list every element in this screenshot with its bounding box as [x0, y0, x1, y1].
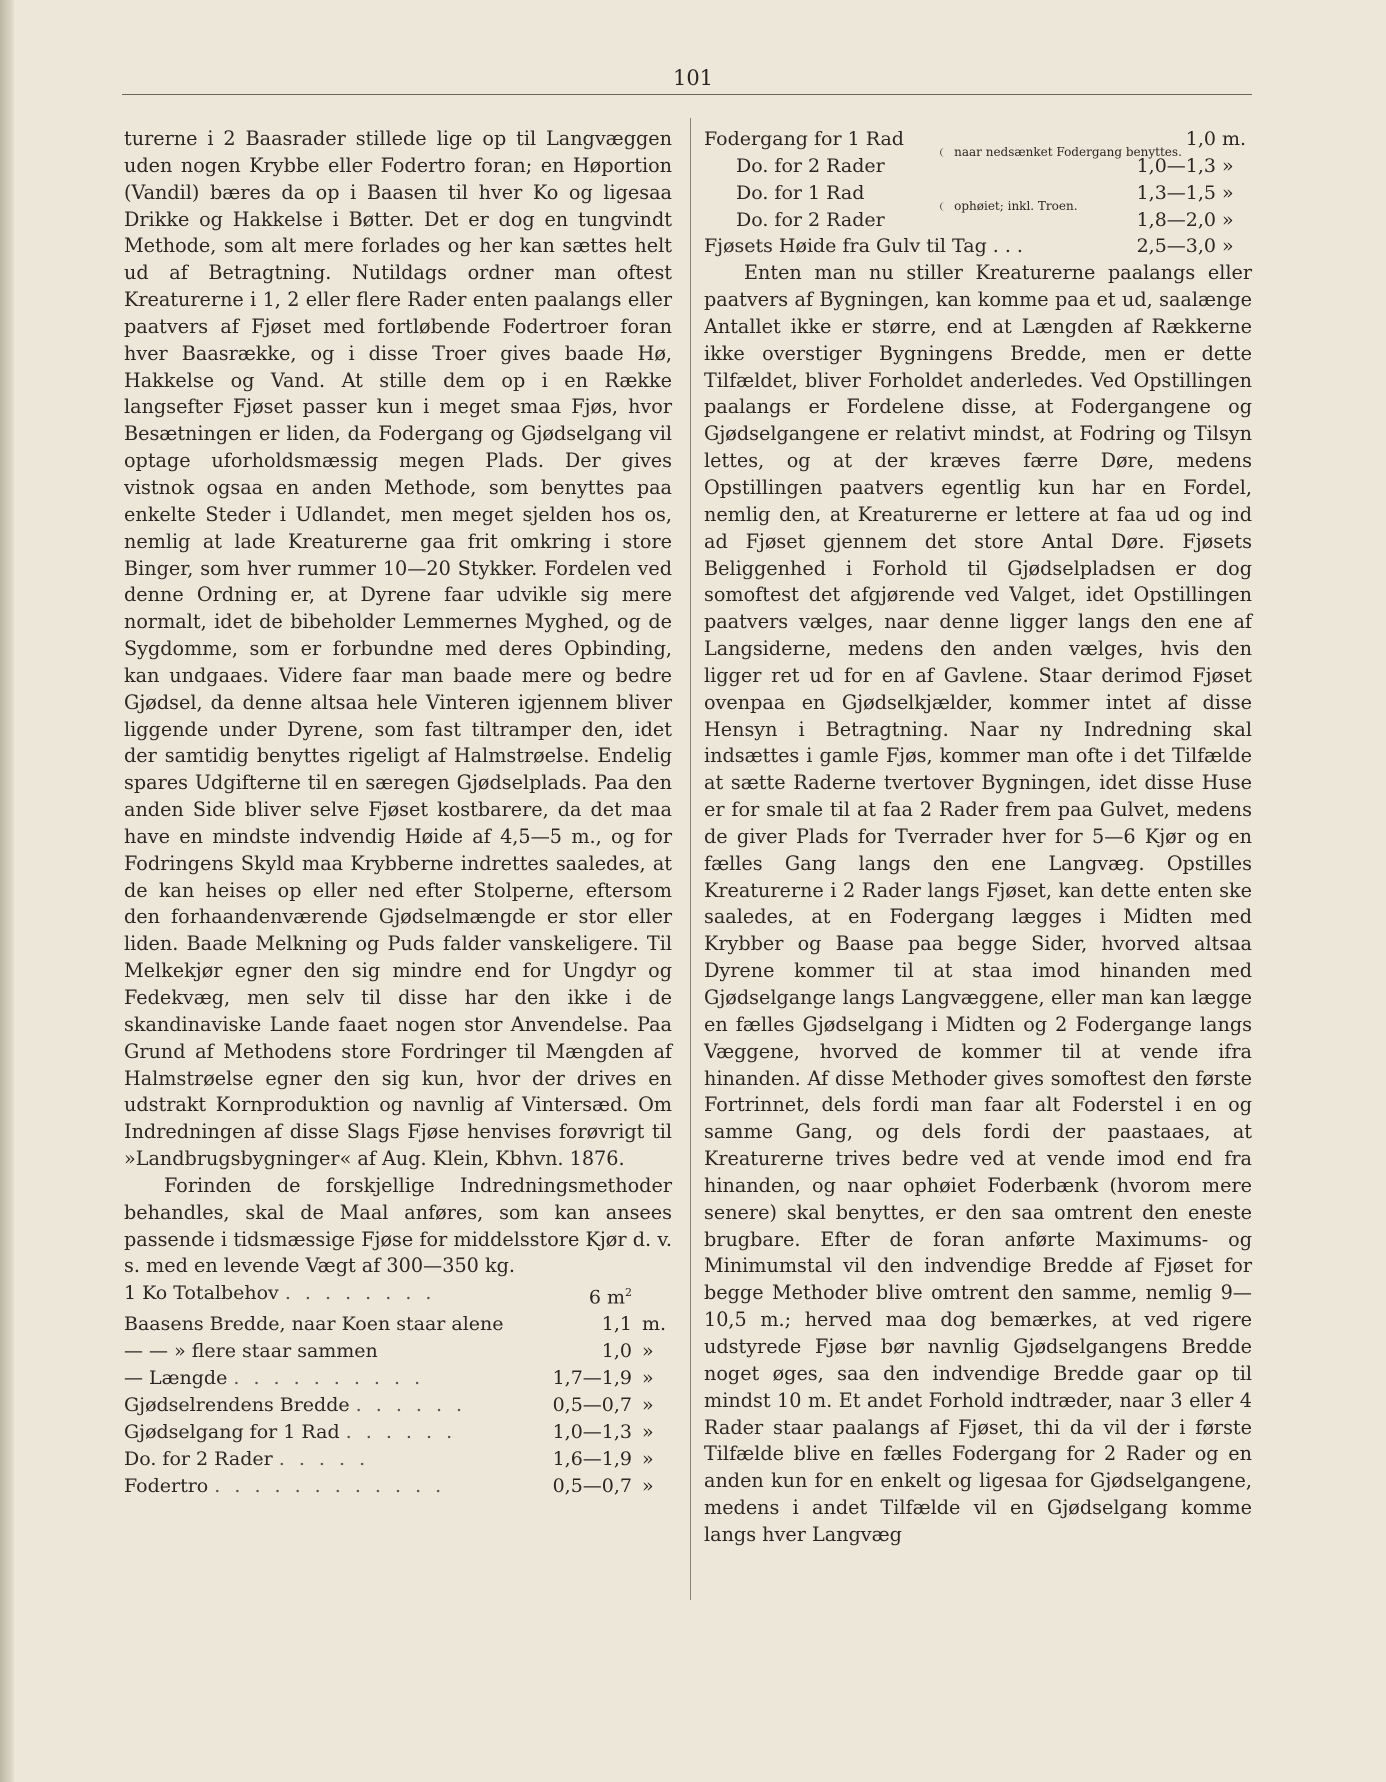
row-leader-dots: . . . . . . . . [284, 1282, 436, 1305]
row-value: 1,7—1,9 [552, 1367, 632, 1390]
row-value: 6 [588, 1286, 601, 1309]
page-number: 101 [672, 66, 714, 90]
row-unit: » [1222, 235, 1234, 258]
row-label-cell [124, 1311, 544, 1338]
row-leader-dots: . . . . . [278, 1447, 370, 1470]
row-value: 1,0—1,3 [1136, 154, 1216, 177]
row-unit: » [1222, 154, 1234, 177]
left-paragraph-2: Forinden de forskjellige Indredningsmethoder behandles, skal de Maal anføres, som kan ansees passende i tidsmæssige Fjøse for middelsstore Kjør d. v. s. med en levende Vægt af 300—350 kg. [124, 1173, 672, 1278]
row-value: 0,5—0,7 [552, 1474, 632, 1497]
row-unit: » [1222, 208, 1234, 231]
row-label: Do. for 2 Rader [736, 154, 885, 177]
table-row [704, 180, 1252, 207]
row-label: Baasens Bredde, naar Koen staar alene [124, 1313, 504, 1336]
row-unit: » [642, 1367, 654, 1390]
row-unit: » [642, 1420, 654, 1443]
row-value: 1,8—2,0 [1136, 208, 1216, 231]
row-value: 1,3—1,5 [1136, 181, 1216, 204]
row-label: Do. for 2 Rader [124, 1447, 273, 1470]
row-unit: » [642, 1393, 654, 1416]
table-row [124, 1446, 672, 1473]
row-leader-dots: . . . . . . . . . . . . [214, 1474, 446, 1497]
row-value: 0,5—0,7 [552, 1393, 632, 1416]
row-label-cell [124, 1365, 544, 1392]
footnote-bracket-bottom [940, 199, 1078, 214]
row-value: 1,6—1,9 [552, 1447, 632, 1470]
row-leader-dots: . . . . . . . . . . [233, 1367, 425, 1390]
row-unit: m. [1222, 128, 1247, 150]
row-label-cell [124, 1446, 544, 1473]
table-row [124, 1392, 672, 1419]
row-label: Gjødselrendens Bredde [124, 1393, 350, 1416]
row-unit [638, 1280, 672, 1311]
row-value: 2,5—3,0 [1136, 235, 1216, 258]
row-label-cell [124, 1280, 544, 1311]
row-leader-dots: . . . . . . [355, 1393, 467, 1416]
row-label: — — » flere staar sammen [124, 1340, 378, 1363]
row-value-cell [544, 1419, 638, 1446]
row-label: Fjøsets Høide fra Gulv til Tag . . . [704, 235, 1023, 258]
row-unit: » [642, 1447, 654, 1470]
row-unit: m. [642, 1313, 667, 1336]
row-value-cell [544, 1365, 638, 1392]
row-superscript: 2 [625, 1286, 632, 1300]
row-label: — Længde [124, 1367, 228, 1390]
row-value-cell [544, 1392, 638, 1419]
row-value-unit: m [606, 1286, 625, 1309]
row-unit: » [1222, 181, 1234, 204]
row-label: 1 Ko Totalbehov [124, 1282, 279, 1305]
row-value-cell [544, 1473, 638, 1500]
row-unit: » [642, 1340, 654, 1363]
row-value: 1,0 [601, 1340, 632, 1363]
row-value-cell [544, 1280, 638, 1311]
table-row [704, 126, 1252, 153]
footnote-bracket-top [940, 145, 1182, 160]
row-label: Do. for 1 Rad [736, 181, 865, 204]
table-row [124, 1473, 672, 1500]
row-value: 1,1 [601, 1313, 632, 1336]
table-row [124, 1419, 672, 1446]
row-value: 1,0—1,3 [552, 1420, 632, 1443]
table-row [704, 233, 1252, 260]
row-label-cell [124, 1392, 544, 1419]
right-paragraph-1: Enten man nu stiller Kreaturerne paalangs eller paatvers af Bygningen, kan komme paa et ud, saalænge Antallet ikke er større, end at Længden af Rækkerne ikke overstiger Bygningens Bredde, men er dette Tilfældet, bliver Forholdet anderledes. Ved Opstillingen paalangs er Fordelene disse, at Fodergangene og Gjødselgangene er relativt mindst, at Fodring og Tilsyn lettes, og at der kræves færre Døre, medens Opstillingen paatvers egentlig kun har en Fordel, nemlig den, at Kreaturerne er lettere at faa ud og ind ad Fjøset gjennem det store Antal Døre. Fjøsets Beliggenhed i Forhold til Gjødselpladsen er dog somoftest det afgjørende ved Valget, idet Opstillingen paatvers vælges, naar denne ligger langs den ene af Langsiderne, medens den anden vælges, hvis den ligger ret ud for en af Gavlene. Staar derimod Fjøset ovenpaa en Gjødselkjælder, kommer intet af disse Hensyn i Betragtning. Naar ny Indredning skal indsættes i gamle Fjøs, kommer man ofte i det Tilfælde at sætte Raderne tvertover Bygningen, idet disse Huse er for smale til at faa 2 Rader frem paa Gulvet, medens de giver Plads for Tverrader hver for 5—6 Kjør og en fælles Gang langs den ene Langvæg. Opstilles Kreaturerne i 2 Rader langs Fjøset, kan dette enten ske saaledes, at en Fodergang lægges i Midten med Krybber og Baase paa begge Sider, hvorved altsaa Dyrene kommer til at staa imod hinanden med Gjødselgange langs Langvæggene, eller man kan lægge en fælles Gjødselgang i Midten og 2 Fodergange langs Væggene, hvorved de kommer til at vende ifra hinanden. Af disse Methoder gives somoftest den første Fortrinnet, dels fordi man faar alt Foderstel i en og samme Gang, og dels fordi der paastaaes, at Kreaturerne trives bedre ved at vende imod end fra hinanden, og naar ophøiet Foderbænk (hvorom mere senere) skal benyttes, er den saa omtrent den eneste brugbare. Efter de foran anførte Maximums- og Minimumstal vil den indvendige Bredde af Fjøset for begge Methoder blive omtrent den samme, nemlig 9—10,5 m.; herved maa dog bemærkes, at ved rigere udstyrede Fjøse bør navnlig Gjødselgangens Bredde noget øges, saa den indvendige Bredde gaar op til mindst 10 m. Et andet Forhold indtræder, naar 3 eller 4 Rader staar paalangs af Fjøset, thi da vil der i første Tilfælde blive en fælles Fodergang for 2 Rader og en anden kun for en enkelt og ligesaa for Gjødselgangene, medens i andet Tilfælde vil en Gjødselgang komme langs hver Langvæg [704, 261, 1252, 1546]
column-divider [690, 118, 691, 1600]
table-row [124, 1338, 672, 1365]
right-column [704, 126, 1252, 1549]
row-label-cell [124, 1473, 544, 1500]
row-label-cell [124, 1419, 544, 1446]
row-label: Do. for 2 Rader [736, 208, 885, 231]
row-leader-dots: . . . . . . [345, 1420, 457, 1443]
table-row [124, 1365, 672, 1392]
page-binding-edge [0, 0, 14, 1782]
note-text: naar nedsænket Fodergang benyttes. [954, 145, 1182, 160]
left-column [124, 126, 672, 1499]
row-unit: » [642, 1474, 654, 1497]
row-label-cell [124, 1338, 544, 1365]
table-row [124, 1280, 672, 1311]
left-paragraph-1: turerne i 2 Baasrader stillede lige op til Langvæggen uden nogen Krybbe eller Fodertro foran; en Høportion (Vandil) bæres da op i Baasen til hver Ko og ligesaa Drikke og Hakkelse i Bøtter. Det er dog en tungvindt Methode, som alt mere forlades og her kan sættes helt ud af Betragtning. Nutildags ordner man oftest Kreaturerne i 1, 2 eller flere Rader enten paalangs eller paatvers af Fjøset med fortløbende Fodertroer foran hver Baasrække, og i disse Troer gives baade Hø, Hakkelse og Vand. At stille dem op i en Række langsefter Fjøset passer kun i meget smaa Fjøs, hvor Besætningen er liden, da Fodergang og Gjødselgang vil optage uforholdsmæssig megen Plads. Der gives vistnok ogsaa en anden Methode, som benyttes paa enkelte Steder i Udlandet, men meget sjelden hos os, nemlig at lade Kreaturerne gaa frit omkring i store Binger, som hver rummer 10—20 Stykker. Fordelen ved denne Ordning er, at Dyrene faar udvikle sig mere normalt, idet de bibeholder Lemmernes Myghed, og de Sygdomme, som er forbundne med deres Opbinding, kan undgaaes. Videre faar man baade mere og bedre Gjødsel, da denne altsaa hele Vinteren igjennem bliver liggende under Dyrene, som fast tiltramper den, idet der samtidig benyttes rigeligt af Halmstrøelse. Endelig spares Udgifterne til en særegen Gjødselplads. Paa den anden Side bliver selve Fjøset kostbarere, da det maa have en mindste indvendig Høide af 4,5—5 m., og for Fodringens Skyld maa Krybberne indrettes saaledes, at de kan heises op eller ned efter Stolperne, eftersom den forhaandenværende Gjødselmængde er stor eller liden. Baade Melkning og Puds falder vanskeligere. Til Melkekjør egner den sig mindre end for Ungdyr og Fedekvæg, men selv til disse har den ikke i de skandinaviske Lande faaet nogen stor Anvendelse. Paa Grund af Methodens store Fordringer til Mængden af Halmstrøelse egner den sig kun, hvor der drives en udstrakt Kornproduktion og navnlig af Vintersæd. Om Indredningen af disse Slags Fjøse henvises forøvrigt til »Landbrugsbygninger« af Aug. Klein, Kbhvn. 1876. [124, 127, 672, 1171]
row-value: 1,0 [1185, 128, 1216, 150]
measurements-table [124, 1280, 672, 1499]
row-label: Gjødselgang for 1 Rad [124, 1420, 340, 1443]
row-value-cell [544, 1338, 638, 1365]
row-value-cell [544, 1446, 638, 1473]
row-label: Fodertro [124, 1474, 209, 1497]
note-text: ophøiet; inkl. Troen. [954, 199, 1078, 214]
fodergang-table [704, 126, 1252, 260]
row-label: Fodergang for 1 Rad [704, 128, 904, 150]
header-rule [122, 94, 1252, 95]
table-row [124, 1311, 672, 1338]
row-value-cell [544, 1311, 638, 1338]
